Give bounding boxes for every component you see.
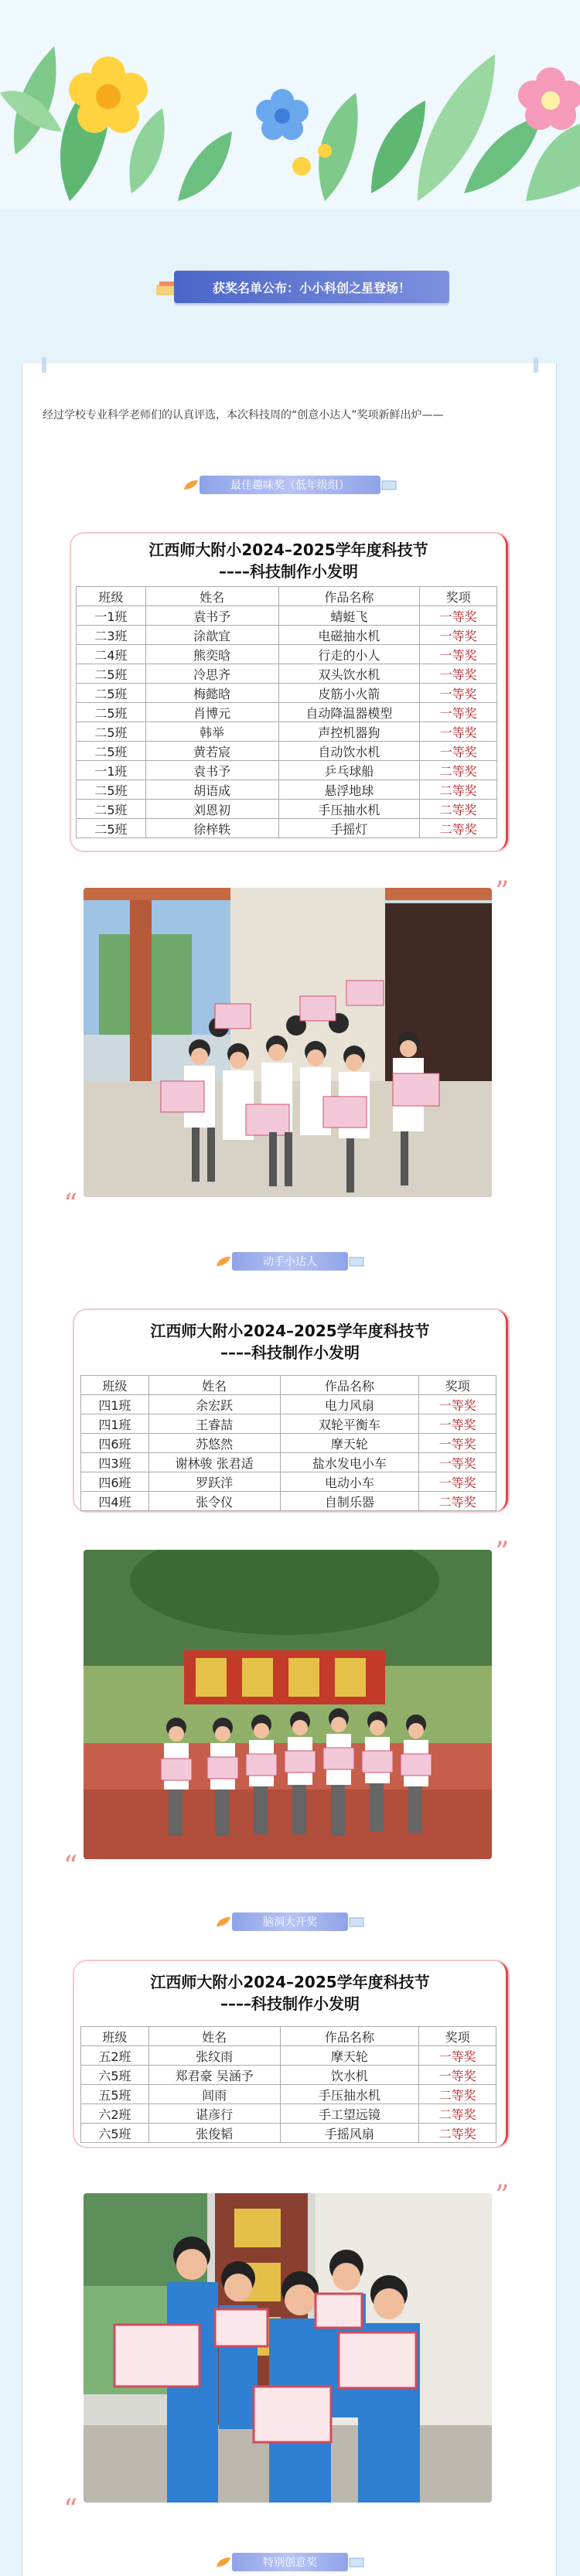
table-row	[81, 1395, 496, 1414]
cell-name: 梅懿晗	[145, 684, 278, 703]
card-tab-left	[42, 357, 46, 373]
cell-name: 罗跃洋	[148, 1472, 280, 1492]
cell-work: 手工望远镜	[280, 2104, 419, 2124]
cell-award: 二等奖	[419, 1492, 496, 1511]
cell-work: 手压抽水机	[280, 2085, 419, 2104]
cell-award: 一等奖	[419, 2066, 496, 2085]
section-header-4	[197, 2550, 383, 2574]
table-row	[81, 1472, 496, 1492]
table-title: 江西师大附小2024–2025学年度科技节	[150, 1973, 430, 1991]
cell-name: 胡语成	[145, 780, 278, 800]
table-row	[77, 626, 497, 645]
leaf-icon	[215, 1916, 232, 1928]
award-announcement-banner	[174, 271, 449, 303]
cell-award: 一等奖	[420, 626, 497, 645]
table-row	[77, 780, 497, 800]
cell-class: 四1班	[81, 1395, 149, 1414]
col-award: 奖项	[419, 1376, 496, 1395]
cell-work: 双头饮水机	[278, 664, 420, 684]
table-row	[81, 1434, 496, 1453]
cell-class: 二5班	[77, 800, 146, 819]
cell-work: 乒乓球船	[278, 761, 420, 780]
cell-award: 二等奖	[420, 800, 497, 819]
cell-class: 二5班	[77, 703, 146, 722]
award-table	[80, 1375, 496, 1511]
cell-work: 自制乐器	[280, 1492, 419, 1511]
section-label: 最佳趣味奖（低年级组）	[200, 476, 380, 494]
group-photo-students-with-certificates-hallway-icon	[84, 888, 492, 1197]
cell-name: 郑君豪 吴涵予	[148, 2066, 280, 2085]
open-quote-icon: “	[63, 2494, 78, 2526]
cell-name: 涂歆宜	[145, 626, 278, 645]
cell-name: 黄若宸	[145, 742, 278, 761]
cell-name: 刘恩初	[145, 800, 278, 819]
cell-award: 一等奖	[420, 742, 497, 761]
cell-class: 一1班	[77, 606, 146, 626]
cell-class: 二5班	[77, 742, 146, 761]
leaf-icon	[215, 1255, 232, 1268]
cell-class: 六2班	[81, 2104, 149, 2124]
cell-work: 盐水发电小车	[280, 1453, 419, 1472]
col-class: 班级	[81, 1376, 149, 1395]
cell-work: 悬浮地球	[278, 780, 420, 800]
cell-award: 二等奖	[420, 761, 497, 780]
cell-award: 一等奖	[419, 1414, 496, 1434]
table-row	[77, 722, 497, 742]
cell-class: 二3班	[77, 626, 146, 645]
cell-work: 电磁抽水机	[278, 626, 420, 645]
cell-name: 冷思齐	[145, 664, 278, 684]
cell-class: 五2班	[81, 2046, 149, 2066]
banner-title: 获奖名单公布：小小科创之星登场！	[212, 280, 411, 295]
cell-award: 一等奖	[420, 645, 497, 664]
table-row	[81, 2124, 496, 2143]
cell-award: 一等奖	[420, 684, 497, 703]
cell-work: 摩天轮	[280, 2046, 419, 2066]
cell-name: 闾雨	[148, 2085, 280, 2104]
table-row	[77, 684, 497, 703]
award-table-card-2	[74, 1310, 508, 1511]
table-subtitle: ––––科技制作小发明	[220, 1994, 360, 2013]
table-row	[81, 2085, 496, 2104]
open-quote-icon: “	[63, 1851, 78, 1882]
close-quote-icon: ”	[495, 2180, 510, 2212]
cell-work: 手摇灯	[278, 819, 420, 838]
award-table-card-1	[71, 534, 508, 851]
table-row	[77, 703, 497, 722]
card-tab-right	[534, 357, 538, 373]
cell-class: 四1班	[81, 1414, 149, 1434]
cell-class: 六5班	[81, 2124, 149, 2143]
col-class: 班级	[81, 2027, 149, 2046]
cell-name: 余宏跃	[148, 1395, 280, 1414]
section-label: 动手小达人	[232, 1252, 348, 1271]
cell-class: 二5班	[77, 780, 146, 800]
section-label: 脑洞大开奖	[232, 1912, 348, 1931]
book-icon	[348, 1916, 365, 1928]
cell-class: 二4班	[77, 645, 146, 664]
table-row	[77, 606, 497, 626]
cell-award: 一等奖	[419, 1453, 496, 1472]
table-row	[77, 742, 497, 761]
cell-award: 一等奖	[419, 1472, 496, 1492]
cell-award: 一等奖	[420, 722, 497, 742]
cell-name: 袁书予	[145, 606, 278, 626]
cell-class: 二5班	[77, 684, 146, 703]
table-row	[81, 1414, 496, 1434]
group-photo-1	[84, 888, 492, 1197]
table-subtitle: ––––科技制作小发明	[220, 1343, 360, 1362]
cell-award: 一等奖	[420, 703, 497, 722]
cell-award: 二等奖	[420, 819, 497, 838]
cell-class: 二5班	[77, 722, 146, 742]
cell-class: 六5班	[81, 2066, 149, 2085]
col-work: 作品名称	[280, 2027, 419, 2046]
section-header-3	[197, 1910, 383, 1933]
group-photo-2	[84, 1550, 492, 1859]
table-row	[81, 2046, 496, 2066]
col-work: 作品名称	[278, 587, 420, 606]
table-row	[77, 819, 497, 838]
cell-award: 二等奖	[419, 2104, 496, 2124]
table-row	[81, 2104, 496, 2124]
table-title: 江西师大附小2024–2025学年度科技节	[150, 1322, 430, 1340]
leaf-icon	[215, 2556, 232, 2568]
cell-work: 自动饮水机	[278, 742, 420, 761]
cell-award: 一等奖	[419, 1434, 496, 1453]
cell-work: 行走的小人	[278, 645, 420, 664]
award-table	[80, 2026, 496, 2143]
book-icon	[348, 1255, 365, 1268]
cell-work: 电力风扇	[280, 1395, 419, 1414]
open-quote-icon: “	[63, 1189, 78, 1220]
table-row	[77, 645, 497, 664]
cell-name: 张纹雨	[148, 2046, 280, 2066]
table-row	[81, 1492, 496, 1511]
cell-name: 张令仪	[148, 1492, 280, 1511]
cell-name: 熊奕晗	[145, 645, 278, 664]
cell-name: 谢林骏 张君适	[148, 1453, 280, 1472]
cell-class: 四6班	[81, 1434, 149, 1453]
col-work: 作品名称	[280, 1376, 419, 1395]
cell-work: 双轮平衡车	[280, 1414, 419, 1434]
cell-award: 一等奖	[420, 606, 497, 626]
table-row	[77, 664, 497, 684]
header-illustration	[0, 0, 580, 209]
book-icon	[348, 2556, 365, 2568]
cell-class: 一1班	[77, 761, 146, 780]
section-header-1	[166, 473, 414, 496]
leaf-icon	[183, 479, 200, 491]
leaves-flowers-icon	[0, 0, 580, 209]
award-table-card-3	[74, 1961, 508, 2147]
intro-text: 经过学校专业科学老师们的认真评选，本次科技周的“创意小达人”奖项新鲜出炉——	[43, 409, 444, 421]
cell-name: 王睿喆	[148, 1414, 280, 1434]
cell-work: 摩天轮	[280, 1434, 419, 1453]
award-table	[76, 586, 497, 838]
cell-work: 电动小车	[280, 1472, 419, 1492]
table-row	[81, 2066, 496, 2085]
group-photo-students-with-certificates-entrance-icon	[84, 2193, 492, 2503]
col-class: 班级	[77, 587, 146, 606]
table-header-row	[77, 587, 497, 606]
col-award: 奖项	[419, 2027, 496, 2046]
table-row	[81, 1453, 496, 1472]
table-row	[77, 800, 497, 819]
cell-work: 饮水机	[280, 2066, 419, 2085]
table-row	[77, 761, 497, 780]
close-quote-icon: ”	[495, 876, 510, 908]
group-photo-3	[84, 2193, 492, 2503]
cell-work: 声控机器狗	[278, 722, 420, 742]
cell-name: 肖博元	[145, 703, 278, 722]
table-header-row	[81, 1376, 496, 1395]
cell-class: 四4班	[81, 1492, 149, 1511]
col-name: 姓名	[148, 2027, 280, 2046]
section-label: 特别创意奖	[232, 2553, 348, 2571]
cell-name: 苏悠然	[148, 1434, 280, 1453]
cell-work: 皮筋小火箭	[278, 684, 420, 703]
group-photo-students-with-certificates-outdoor-icon	[84, 1550, 492, 1859]
cell-work: 自动降温器模型	[278, 703, 420, 722]
col-name: 姓名	[145, 587, 278, 606]
table-title: 江西师大附小2024–2025学年度科技节	[148, 541, 428, 559]
cell-award: 二等奖	[420, 780, 497, 800]
cell-award: 一等奖	[420, 664, 497, 684]
col-award: 奖项	[420, 587, 497, 606]
cell-award: 一等奖	[419, 1395, 496, 1414]
cell-name: 韩举	[145, 722, 278, 742]
cell-name: 谌彦行	[148, 2104, 280, 2124]
table-header-row	[81, 2027, 496, 2046]
cell-class: 二5班	[77, 664, 146, 684]
cell-award: 二等奖	[419, 2124, 496, 2143]
cell-work: 蜻蜓飞	[278, 606, 420, 626]
cell-award: 二等奖	[419, 2085, 496, 2104]
cell-class: 二5班	[77, 819, 146, 838]
cell-class: 五5班	[81, 2085, 149, 2104]
cell-name: 徐梓轶	[145, 819, 278, 838]
cell-class: 四6班	[81, 1472, 149, 1492]
table-subtitle: ––––科技制作小发明	[219, 562, 358, 581]
cell-work: 手摇风扇	[280, 2124, 419, 2143]
cell-class: 四3班	[81, 1453, 149, 1472]
cell-work: 手压抽水机	[278, 800, 420, 819]
col-name: 姓名	[148, 1376, 280, 1395]
close-quote-icon: ”	[495, 1537, 510, 1568]
cell-name: 袁书予	[145, 761, 278, 780]
section-header-2	[197, 1250, 383, 1273]
book-icon	[380, 479, 397, 491]
cell-name: 张俊韬	[148, 2124, 280, 2143]
cell-award: 一等奖	[419, 2046, 496, 2066]
